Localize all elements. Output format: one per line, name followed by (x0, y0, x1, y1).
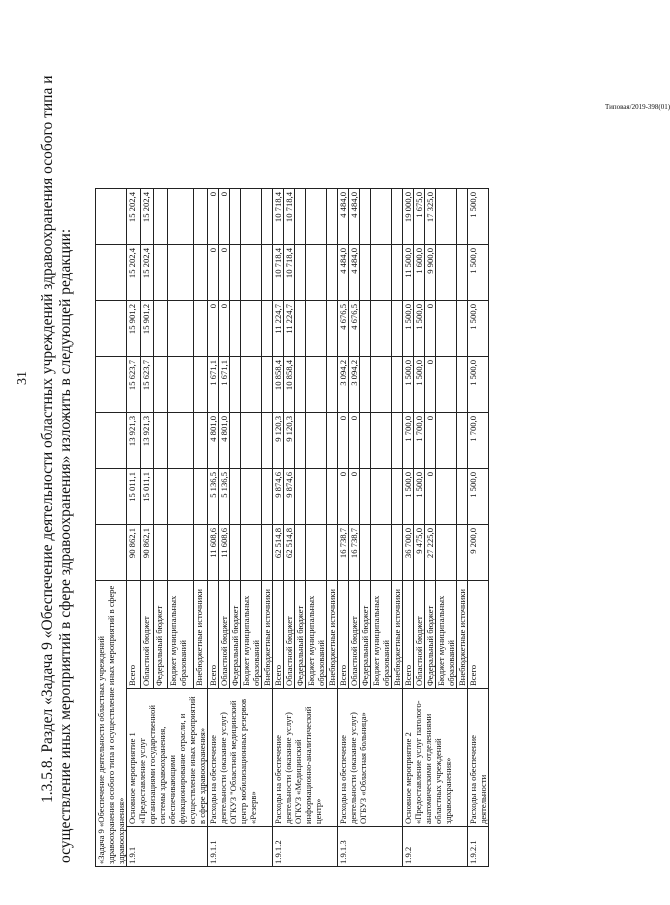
amount-cell (241, 245, 262, 301)
amount-cell (360, 413, 371, 469)
amount-cell: 1 700,0 (468, 413, 489, 469)
amount-cell: 0 (349, 469, 360, 525)
funding-source: Бюджет муниципальных образований (241, 581, 262, 689)
amount-cell: 0 (219, 301, 230, 357)
empty-cell (96, 413, 127, 469)
amount-cell (295, 357, 306, 413)
amount-cell (230, 413, 241, 469)
amount-cell (230, 301, 241, 357)
amount-cell (327, 189, 338, 245)
amount-cell (154, 413, 168, 469)
item-code: 1.9.1.3 (338, 827, 403, 867)
amount-cell (230, 245, 241, 301)
amount-cell (436, 245, 457, 301)
amount-cell: 1 500,0 (403, 301, 414, 357)
funding-source: Бюджет муниципальных образований (168, 581, 194, 689)
amount-cell: 3 094,2 (349, 357, 360, 413)
amount-cell (154, 469, 168, 525)
amount-cell: 0 (349, 413, 360, 469)
amount-cell (371, 301, 392, 357)
funding-source: Внебюджетные источники (262, 581, 273, 689)
empty-cell (96, 525, 127, 581)
budget-table-body (96, 189, 489, 867)
amount-cell (295, 525, 306, 581)
amount-cell (262, 525, 273, 581)
task-title: «Задача 9 «Обеспечение деятельности областных учреждений здравоохранения особого типа и осуществление иных мероприятий в сфере здравоохранения» (96, 581, 127, 867)
amount-cell: 3 094,2 (338, 357, 349, 413)
amount-cell (306, 301, 327, 357)
amount-cell: 9 120,3 (284, 413, 295, 469)
amount-cell (371, 413, 392, 469)
item-code: 1.9.2.1 (468, 827, 489, 867)
amount-cell (392, 413, 403, 469)
amount-cell: 1 600,0 (414, 245, 425, 301)
item-code: 1.9.1 (127, 827, 208, 867)
amount-cell: 15 901,2 (127, 301, 141, 357)
table-row (273, 189, 284, 867)
amount-cell (154, 357, 168, 413)
amount-cell (436, 357, 457, 413)
amount-cell (306, 357, 327, 413)
funding-source: Внебюджетные источники (194, 581, 208, 689)
funding-source: Всего (273, 581, 284, 689)
amount-cell (154, 189, 168, 245)
funding-source: Всего (208, 581, 219, 689)
amount-cell (392, 245, 403, 301)
document-side-label: Типовая/2019-398(01) (605, 103, 670, 111)
amount-cell: 0 (338, 469, 349, 525)
empty-cell (96, 301, 127, 357)
amount-cell: 13 921,3 (127, 413, 141, 469)
amount-cell (360, 469, 371, 525)
amount-cell: 15 623,7 (140, 357, 154, 413)
funding-source: Всего (338, 581, 349, 689)
funding-source: Федеральный бюджет (295, 581, 306, 689)
rotated-page-content (15, 13, 670, 893)
heading-line-1: 1.3.5.8. Раздел «Задача 9 «Обеспечение деятельности областных учреждений здравоохранения особого типа и (39, 75, 56, 803)
amount-cell: 10 718,4 (284, 189, 295, 245)
item-name: Расходы на обеспечение деятельности (оказание услуг) ОГКУЗ «Медицинский информационно-аналитический центр» (273, 689, 338, 827)
amount-cell (306, 245, 327, 301)
amount-cell (295, 469, 306, 525)
amount-cell (306, 469, 327, 525)
amount-cell (457, 357, 468, 413)
table-row (127, 189, 141, 867)
amount-cell (230, 357, 241, 413)
amount-cell (241, 525, 262, 581)
amount-cell: 16 738,7 (338, 525, 349, 581)
amount-cell (241, 357, 262, 413)
amount-cell (262, 245, 273, 301)
amount-cell: 11 608,6 (208, 525, 219, 581)
amount-cell (194, 301, 208, 357)
amount-cell (168, 525, 194, 581)
amount-cell (371, 357, 392, 413)
amount-cell: 4 676,5 (349, 301, 360, 357)
amount-cell: 9 874,6 (273, 469, 284, 525)
amount-cell: 15 623,7 (127, 357, 141, 413)
amount-cell: 0 (208, 189, 219, 245)
amount-cell (360, 245, 371, 301)
amount-cell: 0 (425, 301, 436, 357)
amount-cell (436, 469, 457, 525)
amount-cell: 11 224,7 (273, 301, 284, 357)
table-row (468, 189, 489, 867)
amount-cell (154, 301, 168, 357)
amount-cell (262, 189, 273, 245)
page-number: 31 (15, 371, 30, 385)
amount-cell (457, 301, 468, 357)
funding-source: Областной бюджет (219, 581, 230, 689)
budget-table (95, 188, 489, 867)
amount-cell: 0 (208, 301, 219, 357)
amount-cell: 15 011,1 (140, 469, 154, 525)
empty-cell (96, 357, 127, 413)
amount-cell: 1 500,0 (468, 245, 489, 301)
amount-cell (262, 469, 273, 525)
amount-cell: 1 500,0 (414, 469, 425, 525)
amount-cell (360, 525, 371, 581)
amount-cell: 4 801,0 (219, 413, 230, 469)
empty-cell (96, 469, 127, 525)
amount-cell: 0 (425, 357, 436, 413)
amount-cell: 62 514,8 (284, 525, 295, 581)
amount-cell: 1 675,0 (414, 189, 425, 245)
amount-cell: 19 000,0 (403, 189, 414, 245)
amount-cell: 1 500,0 (414, 301, 425, 357)
amount-cell (392, 525, 403, 581)
amount-cell: 1 500,0 (403, 469, 414, 525)
amount-cell: 36 700,0 (403, 525, 414, 581)
empty-cell (96, 245, 127, 301)
amount-cell: 1 700,0 (403, 413, 414, 469)
amount-cell (154, 525, 168, 581)
funding-source: Областной бюджет (414, 581, 425, 689)
amount-cell: 9 200,0 (468, 525, 489, 581)
funding-source: Федеральный бюджет (425, 581, 436, 689)
amount-cell: 11 224,7 (284, 301, 295, 357)
amount-cell (327, 245, 338, 301)
amount-cell: 15 202,4 (127, 189, 141, 245)
amount-cell: 0 (208, 245, 219, 301)
funding-source: Областной бюджет (349, 581, 360, 689)
amount-cell (457, 413, 468, 469)
amount-cell: 17 325,0 (425, 189, 436, 245)
amount-cell (262, 357, 273, 413)
item-name: Расходы на обеспечение деятельности (оказание услуг) ОГКУЗ "Областной медицинский центр мобилизационных резервов «Резерв» (208, 689, 273, 827)
amount-cell: 9 900,0 (425, 245, 436, 301)
funding-source: Федеральный бюджет (154, 581, 168, 689)
amount-cell (306, 413, 327, 469)
amount-cell (241, 469, 262, 525)
item-code: 1.9.2 (403, 827, 468, 867)
amount-cell: 1 500,0 (403, 357, 414, 413)
amount-cell (436, 189, 457, 245)
amount-cell: 0 (338, 413, 349, 469)
amount-cell (457, 525, 468, 581)
amount-cell: 27 225,0 (425, 525, 436, 581)
amount-cell: 1 500,0 (468, 189, 489, 245)
amount-cell (327, 301, 338, 357)
amount-cell: 4 484,0 (338, 189, 349, 245)
amount-cell: 11 608,6 (219, 525, 230, 581)
amount-cell (194, 189, 208, 245)
amount-cell: 1 700,0 (414, 413, 425, 469)
amount-cell: 10 858,4 (284, 357, 295, 413)
amount-cell (457, 469, 468, 525)
amount-cell (168, 357, 194, 413)
funding-source: Федеральный бюджет (230, 581, 241, 689)
amount-cell (262, 301, 273, 357)
amount-cell (306, 189, 327, 245)
amount-cell: 9 874,6 (284, 469, 295, 525)
amount-cell: 15 202,4 (140, 245, 154, 301)
table-row (403, 189, 414, 867)
item-code: 1.9.1.2 (273, 827, 338, 867)
amount-cell (194, 245, 208, 301)
amount-cell: 4 484,0 (349, 245, 360, 301)
amount-cell (154, 245, 168, 301)
amount-cell (327, 357, 338, 413)
amount-cell (262, 413, 273, 469)
amount-cell: 4 484,0 (338, 245, 349, 301)
funding-source: Бюджет муниципальных образований (436, 581, 457, 689)
amount-cell (168, 413, 194, 469)
table-row (208, 189, 219, 867)
amount-cell: 5 136,5 (208, 469, 219, 525)
funding-source: Всего (403, 581, 414, 689)
task-row (96, 189, 127, 867)
amount-cell (230, 189, 241, 245)
amount-cell: 4 676,5 (338, 301, 349, 357)
amount-cell: 9 120,3 (273, 413, 284, 469)
amount-cell (392, 357, 403, 413)
amount-cell (194, 525, 208, 581)
amount-cell (230, 469, 241, 525)
amount-cell: 1 500,0 (414, 357, 425, 413)
amount-cell: 10 858,4 (273, 357, 284, 413)
amount-cell (194, 469, 208, 525)
amount-cell (241, 301, 262, 357)
amount-cell: 1 500,0 (468, 301, 489, 357)
funding-source: Всего (468, 581, 489, 689)
amount-cell: 90 862,1 (127, 525, 141, 581)
empty-cell (96, 189, 127, 245)
amount-cell (168, 469, 194, 525)
amount-cell: 10 718,4 (284, 245, 295, 301)
item-name: Основное мероприятие 1 «Предоставление услуг организациями государственной системы здравоохранения, обеспечивающими функционирование отрасли, и осуществление иных мероприятий в сфере здравоохранения» (127, 689, 208, 827)
amount-cell (168, 301, 194, 357)
amount-cell (168, 245, 194, 301)
amount-cell (371, 525, 392, 581)
amount-cell (295, 413, 306, 469)
funding-source: Областной бюджет (140, 581, 154, 689)
amount-cell: 1 671,1 (219, 357, 230, 413)
amount-cell (392, 189, 403, 245)
funding-source: Внебюджетные источники (392, 581, 403, 689)
funding-source: Внебюджетные источники (457, 581, 468, 689)
amount-cell: 16 738,7 (349, 525, 360, 581)
amount-cell: 9 475,0 (414, 525, 425, 581)
amount-cell (360, 189, 371, 245)
amount-cell (327, 413, 338, 469)
amount-cell (457, 245, 468, 301)
amount-cell (436, 413, 457, 469)
funding-source: Федеральный бюджет (360, 581, 371, 689)
amount-cell (371, 189, 392, 245)
amount-cell (194, 413, 208, 469)
amount-cell: 4 484,0 (349, 189, 360, 245)
item-name: Расходы на обеспечение деятельности (оказание услуг) ОГБУЗ «Областная больница» (338, 689, 403, 827)
amount-cell: 0 (219, 189, 230, 245)
heading-line-2: осуществление иных мероприятий в сфере здравоохранения» изложить в следующей редакции: (57, 228, 74, 863)
amount-cell (327, 469, 338, 525)
amount-cell (436, 525, 457, 581)
amount-cell (371, 245, 392, 301)
amount-cell: 10 718,4 (273, 189, 284, 245)
amount-cell: 15 202,4 (140, 189, 154, 245)
amount-cell (295, 245, 306, 301)
funding-source: Внебюджетные источники (327, 581, 338, 689)
item-name: Основное мероприятие 2 «Предоставление услуг патолого-анатомическими отделениями областных учреждений здравоохранения» (403, 689, 468, 827)
amount-cell: 1 500,0 (468, 469, 489, 525)
item-name: Расходы на обеспечение деятельности (468, 689, 489, 827)
amount-cell (241, 413, 262, 469)
amount-cell (327, 525, 338, 581)
amount-cell (392, 469, 403, 525)
amount-cell (230, 525, 241, 581)
funding-source: Бюджет муниципальных образований (306, 581, 327, 689)
amount-cell: 15 202,4 (127, 245, 141, 301)
item-code: 1.9.1.1 (208, 827, 273, 867)
amount-cell (392, 301, 403, 357)
amount-cell (295, 189, 306, 245)
amount-cell: 1 500,0 (468, 357, 489, 413)
amount-cell: 4 801,0 (208, 413, 219, 469)
amount-cell (371, 469, 392, 525)
amount-cell (360, 301, 371, 357)
amount-cell (306, 525, 327, 581)
amount-cell (295, 301, 306, 357)
amount-cell: 0 (425, 469, 436, 525)
amount-cell: 0 (219, 245, 230, 301)
amount-cell: 15 901,2 (140, 301, 154, 357)
table-row (338, 189, 349, 867)
amount-cell: 62 514,8 (273, 525, 284, 581)
funding-source: Бюджет муниципальных образований (371, 581, 392, 689)
amount-cell (457, 189, 468, 245)
amount-cell (436, 301, 457, 357)
amount-cell: 11 500,0 (403, 245, 414, 301)
amount-cell (241, 189, 262, 245)
amount-cell (194, 357, 208, 413)
amount-cell: 5 136,5 (219, 469, 230, 525)
amount-cell: 90 862,1 (140, 525, 154, 581)
amount-cell: 15 011,1 (127, 469, 141, 525)
amount-cell: 13 921,3 (140, 413, 154, 469)
amount-cell: 0 (425, 413, 436, 469)
amount-cell: 10 718,4 (273, 245, 284, 301)
funding-source: Всего (127, 581, 141, 689)
amount-cell: 1 671,1 (208, 357, 219, 413)
amount-cell (168, 189, 194, 245)
amount-cell (360, 357, 371, 413)
funding-source: Областной бюджет (284, 581, 295, 689)
